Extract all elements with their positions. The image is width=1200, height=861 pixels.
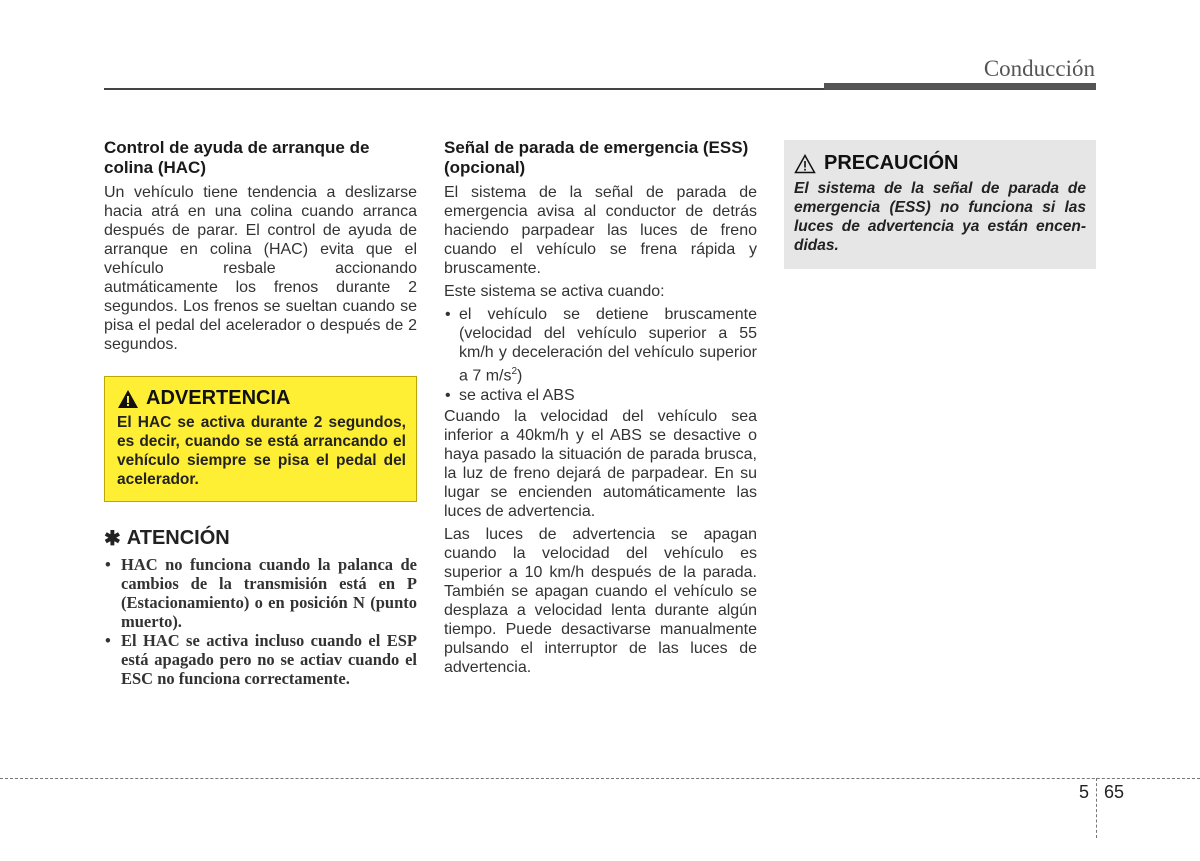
- note-list: [104, 555, 417, 688]
- warning-box: [104, 376, 417, 502]
- bullet-icon: •: [445, 306, 451, 323]
- ess-paragraph-2: Este sistema se activa cuando:: [444, 283, 665, 300]
- footer-divider: [0, 778, 1200, 779]
- note-title: ATENCIÓN: [126, 527, 230, 549]
- page-number: 65: [1104, 782, 1125, 802]
- note-item-text: HAC no funciona cuando la palanca de cambios de la transmisión está en P (Estacionamiento) o en posición N (punto muerto).: [121, 555, 417, 631]
- page-chapter-number: 5: [1079, 782, 1090, 802]
- list-item: [104, 555, 417, 631]
- condition-text: se activa el ABS: [459, 387, 575, 405]
- column-left: [104, 138, 417, 688]
- bullet-icon: •: [445, 387, 451, 405]
- list-item: [444, 305, 757, 385]
- hac-description: Un vehículo tiene tendencia a deslizarse hacia atrá en una colina cuando arranca después de parar. El control de ayuda de arranque en colina (HAC) evita que el vehículo resbale accionando autmáticamente los frenos durante 2 segundos. Los frenos se sueltan cuando se pisa el pedal del acelerador o después de 2 segundos.: [104, 184, 417, 353]
- note-header: [104, 526, 417, 551]
- footer-vertical-divider: [1096, 778, 1097, 838]
- superscript: 2: [511, 366, 518, 377]
- bullet-icon: •: [105, 631, 111, 650]
- list-item: [104, 631, 417, 688]
- condition-text-end: ): [517, 367, 523, 385]
- asterisk-icon: ✱: [104, 528, 121, 550]
- ess-paragraph-3: Cuando la velocidad del vehículo sea inferior a 40km/h y el ABS se desactive o haya pasado la situación de parada brusca, la luz de freno dejará de parpadear. En su lugar se encienden automáticamente las luces de advertencia.: [444, 408, 757, 521]
- warning-triangle-icon: [117, 389, 139, 409]
- section-heading-ess: Señal de parada de emergencia (ESS) (opcional): [444, 138, 749, 177]
- bullet-icon: •: [105, 555, 111, 574]
- warning-header: [117, 387, 406, 410]
- warning-text: El HAC se activa durante 2 segundos, es decir, cuando se está arrancando el vehículo siempre se pisa el pedal del acelerador.: [117, 414, 406, 488]
- caution-triangle-icon: [794, 154, 816, 174]
- caution-title: PRECAUCIÓN: [824, 152, 959, 174]
- header-rule-accent: [824, 83, 1096, 90]
- column-middle: [444, 138, 757, 681]
- list-item: [444, 386, 757, 405]
- chapter-title: Conducción: [983, 56, 1095, 81]
- caution-header: [794, 152, 1086, 175]
- caution-box: [784, 140, 1096, 269]
- condition-text: el vehículo se detiene bruscamente (velocidad del vehículo superior a 55 km/h y deceleración del vehículo superior a 7 m/s: [459, 306, 757, 385]
- ess-paragraph-1: El sistema de la señal de parada de emergencia avisa al conductor de detrás haciendo parpadear las luces de freno cuando el vehículo se frena rápida y bruscamente.: [444, 184, 757, 277]
- ess-paragraph-4: Las luces de advertencia se apagan cuando la velocidad del vehículo es superior a 10 km/h después de la parada. También se apagan cuando el vehículo se desplaza a velocidad lenta durante algún tiempo. Puede desactivarse manualmente pulsando el interruptor de las luces de advertencia.: [444, 526, 757, 677]
- column-right: [784, 138, 1096, 269]
- section-heading-hac: Control de ayuda de arranque de colina (HAC): [104, 138, 370, 177]
- warning-title: ADVERTENCIA: [146, 387, 291, 409]
- caution-text: El sistema de la señal de parada de emergencia (ESS) no funciona si las luces de advertencia ya están encen-didas.: [794, 180, 1086, 254]
- ess-conditions-list: [444, 305, 757, 405]
- note-item-text: El HAC se activa incluso cuando el ESP está apagado pero no se actiav cuando el ESC no funciona correctamente.: [121, 631, 417, 688]
- header-rule: [104, 88, 824, 90]
